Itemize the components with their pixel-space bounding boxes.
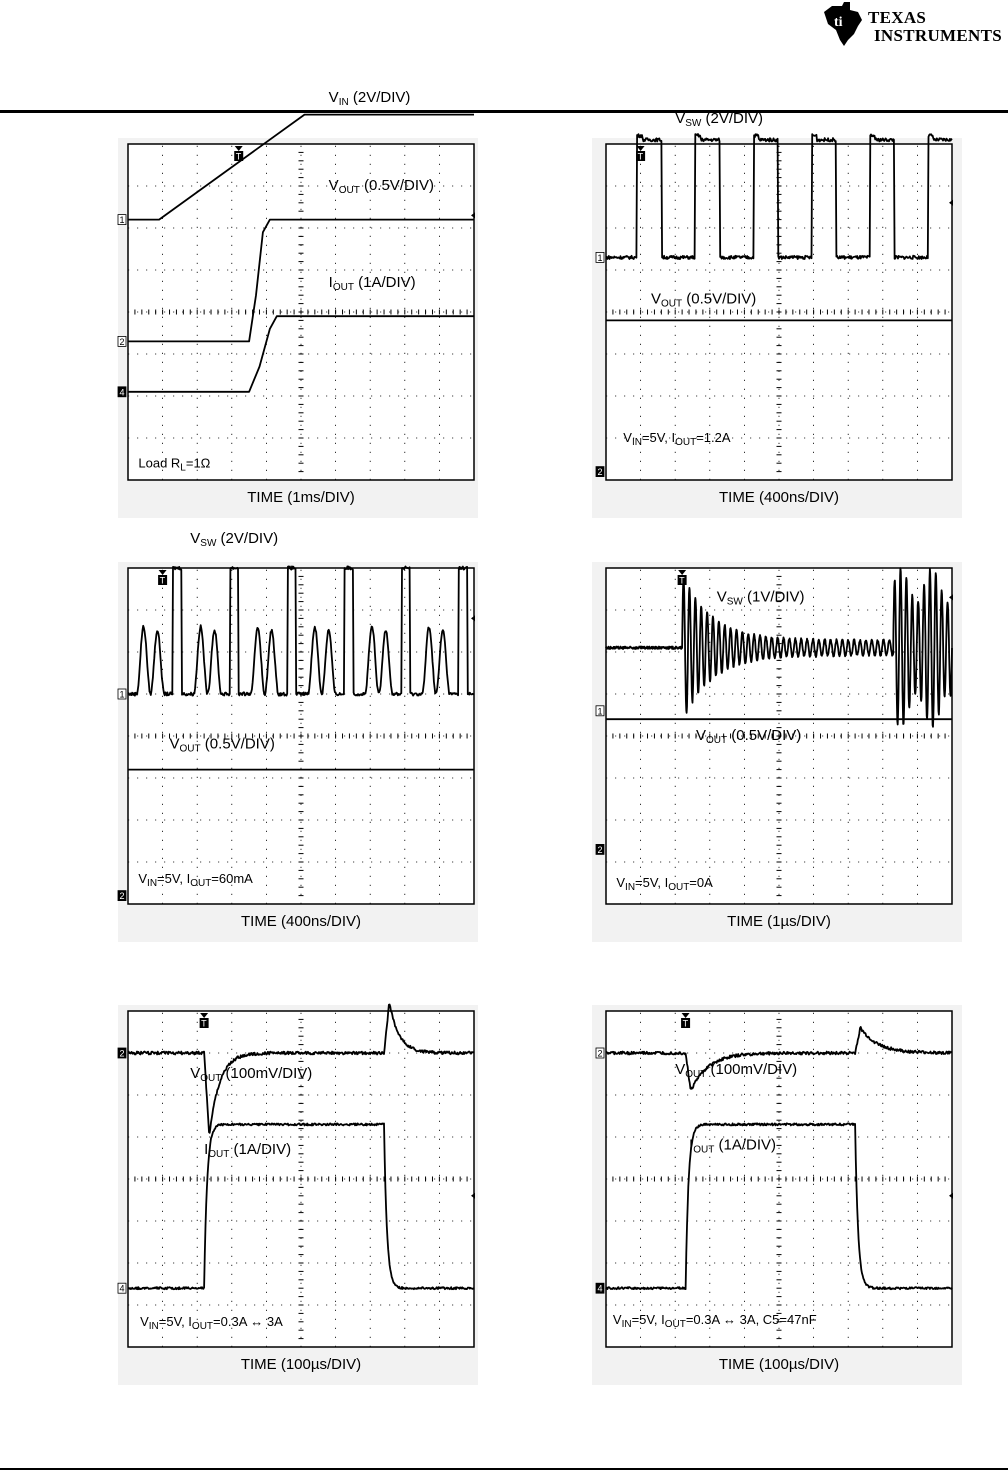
header-rule: [0, 110, 1008, 113]
x-axis-label: TIME (400ns/DIV): [240, 913, 362, 930]
scope-panel-4: [592, 562, 962, 942]
channel-marker-1: [118, 215, 126, 226]
channel-marker-2: [118, 1048, 126, 1059]
scope-switching-0a: [592, 562, 962, 942]
scope-switching-1p2a: [592, 110, 962, 518]
channel-marker-4: [596, 1283, 604, 1294]
scope-load-transient-c5: [592, 1005, 962, 1385]
channel-marker-2: [596, 467, 604, 478]
trace-label: $I_{OUT}$ (1A/DIV): [204, 1140, 292, 1160]
svg-text:T: T: [201, 1018, 207, 1029]
svg-text:1: 1: [597, 252, 603, 263]
trace-label: $V_{SW}$ (2V/DIV): [675, 110, 764, 129]
scope-panel-5: [118, 1005, 478, 1385]
svg-text:1: 1: [597, 706, 603, 717]
footer-rule: [0, 1468, 1008, 1470]
svg-text:2: 2: [119, 1048, 125, 1059]
svg-text:2: 2: [119, 336, 125, 347]
svg-text:1: 1: [119, 215, 125, 226]
ti-logo: [820, 0, 1008, 48]
svg-text:ti: ti: [834, 15, 843, 30]
x-axis-label: TIME (100µs/DIV): [240, 1356, 362, 1373]
scope-panel-2: [592, 110, 962, 518]
channel-marker-1: [596, 252, 604, 263]
svg-text:4: 4: [597, 1283, 603, 1294]
channel-marker-4: [118, 387, 126, 398]
svg-text:2: 2: [597, 467, 603, 478]
channel-marker-2: [118, 891, 126, 902]
channel-marker-1: [118, 689, 126, 700]
logo-line-1: TEXAS: [868, 8, 927, 27]
scope-panel-1: [118, 89, 478, 518]
channel-marker-2: [596, 844, 604, 855]
svg-text:T: T: [682, 1018, 689, 1029]
conditions-note: $V_{IN}=5V$, $I_{OUT}=60mA$: [138, 871, 253, 889]
channel-marker-1: [596, 706, 604, 717]
svg-text:T: T: [235, 151, 242, 162]
trace-label: $V_{OUT}$ (100mV/DIV): [675, 1061, 798, 1080]
trace-label: $V_{SW}$ (1V/DIV): [716, 588, 805, 608]
scope-panel-6: [592, 1005, 962, 1385]
trace-label: $I_{OUT}$ (1A/DIV): [328, 273, 416, 293]
logo-line-2: INSTRUMENTS: [874, 26, 1002, 45]
trace-label: $I_{OUT}$ (1A/DIV): [689, 1136, 777, 1156]
scope-panel-3: [118, 529, 478, 942]
trace-label: $V_{OUT}$ (0.5V/DIV): [328, 177, 434, 197]
trace-label: $V_{OUT}$ (0.5V/DIV): [650, 290, 757, 310]
trace-label: $V_{OUT}$ (100mV/DIV): [190, 1065, 313, 1085]
x-axis-label: TIME (100µs/DIV): [718, 1356, 840, 1373]
svg-text:2: 2: [597, 844, 603, 855]
conditions-note: $V_{IN}=5V$, $I_{OUT}=0A$: [616, 875, 713, 894]
x-axis-label: TIME (1ms/DIV): [247, 489, 355, 506]
scope-load-transient: [118, 1005, 478, 1385]
conditions-note: $V_{IN}=5V$, $I_{OUT}=0.3A$ ↔ 3A, C5=47nF: [612, 1311, 817, 1330]
trace-label: $V_{IN}$ (2V/DIV): [328, 89, 411, 108]
svg-text:2: 2: [597, 1048, 603, 1059]
svg-text:4: 4: [119, 1283, 125, 1294]
svg-text:2: 2: [119, 891, 125, 902]
channel-marker-4: [118, 1283, 126, 1294]
scope-switching-60ma: [118, 529, 478, 942]
x-axis-label: TIME (1µs/DIV): [727, 913, 831, 930]
trace-label: $V_{OUT}$ (0.5V/DIV): [169, 735, 275, 755]
ti-state-icon: [820, 0, 868, 48]
svg-text:T: T: [637, 151, 644, 162]
x-axis-label: TIME (400ns/DIV): [718, 489, 840, 506]
channel-marker-2: [596, 1048, 604, 1059]
conditions-note: $V_{IN}=5V$, $I_{OUT}=1.2A$: [623, 430, 731, 449]
conditions-note: $V_{IN}=5V$, $I_{OUT}=0.3A$ ↔ 3A: [140, 1314, 283, 1332]
channel-marker-2: [118, 336, 126, 347]
trace-label: $V_{OUT}$ (0.5V/DIV): [695, 727, 802, 747]
svg-text:4: 4: [119, 387, 125, 398]
svg-text:1: 1: [119, 689, 125, 700]
scope-startup: [118, 89, 478, 518]
conditions-note: Load $R_L=1\Omega$: [138, 455, 211, 474]
svg-text:T: T: [159, 575, 166, 586]
svg-text:T: T: [679, 575, 685, 586]
trace-label: $V_{SW}$ (2V/DIV): [190, 529, 279, 549]
